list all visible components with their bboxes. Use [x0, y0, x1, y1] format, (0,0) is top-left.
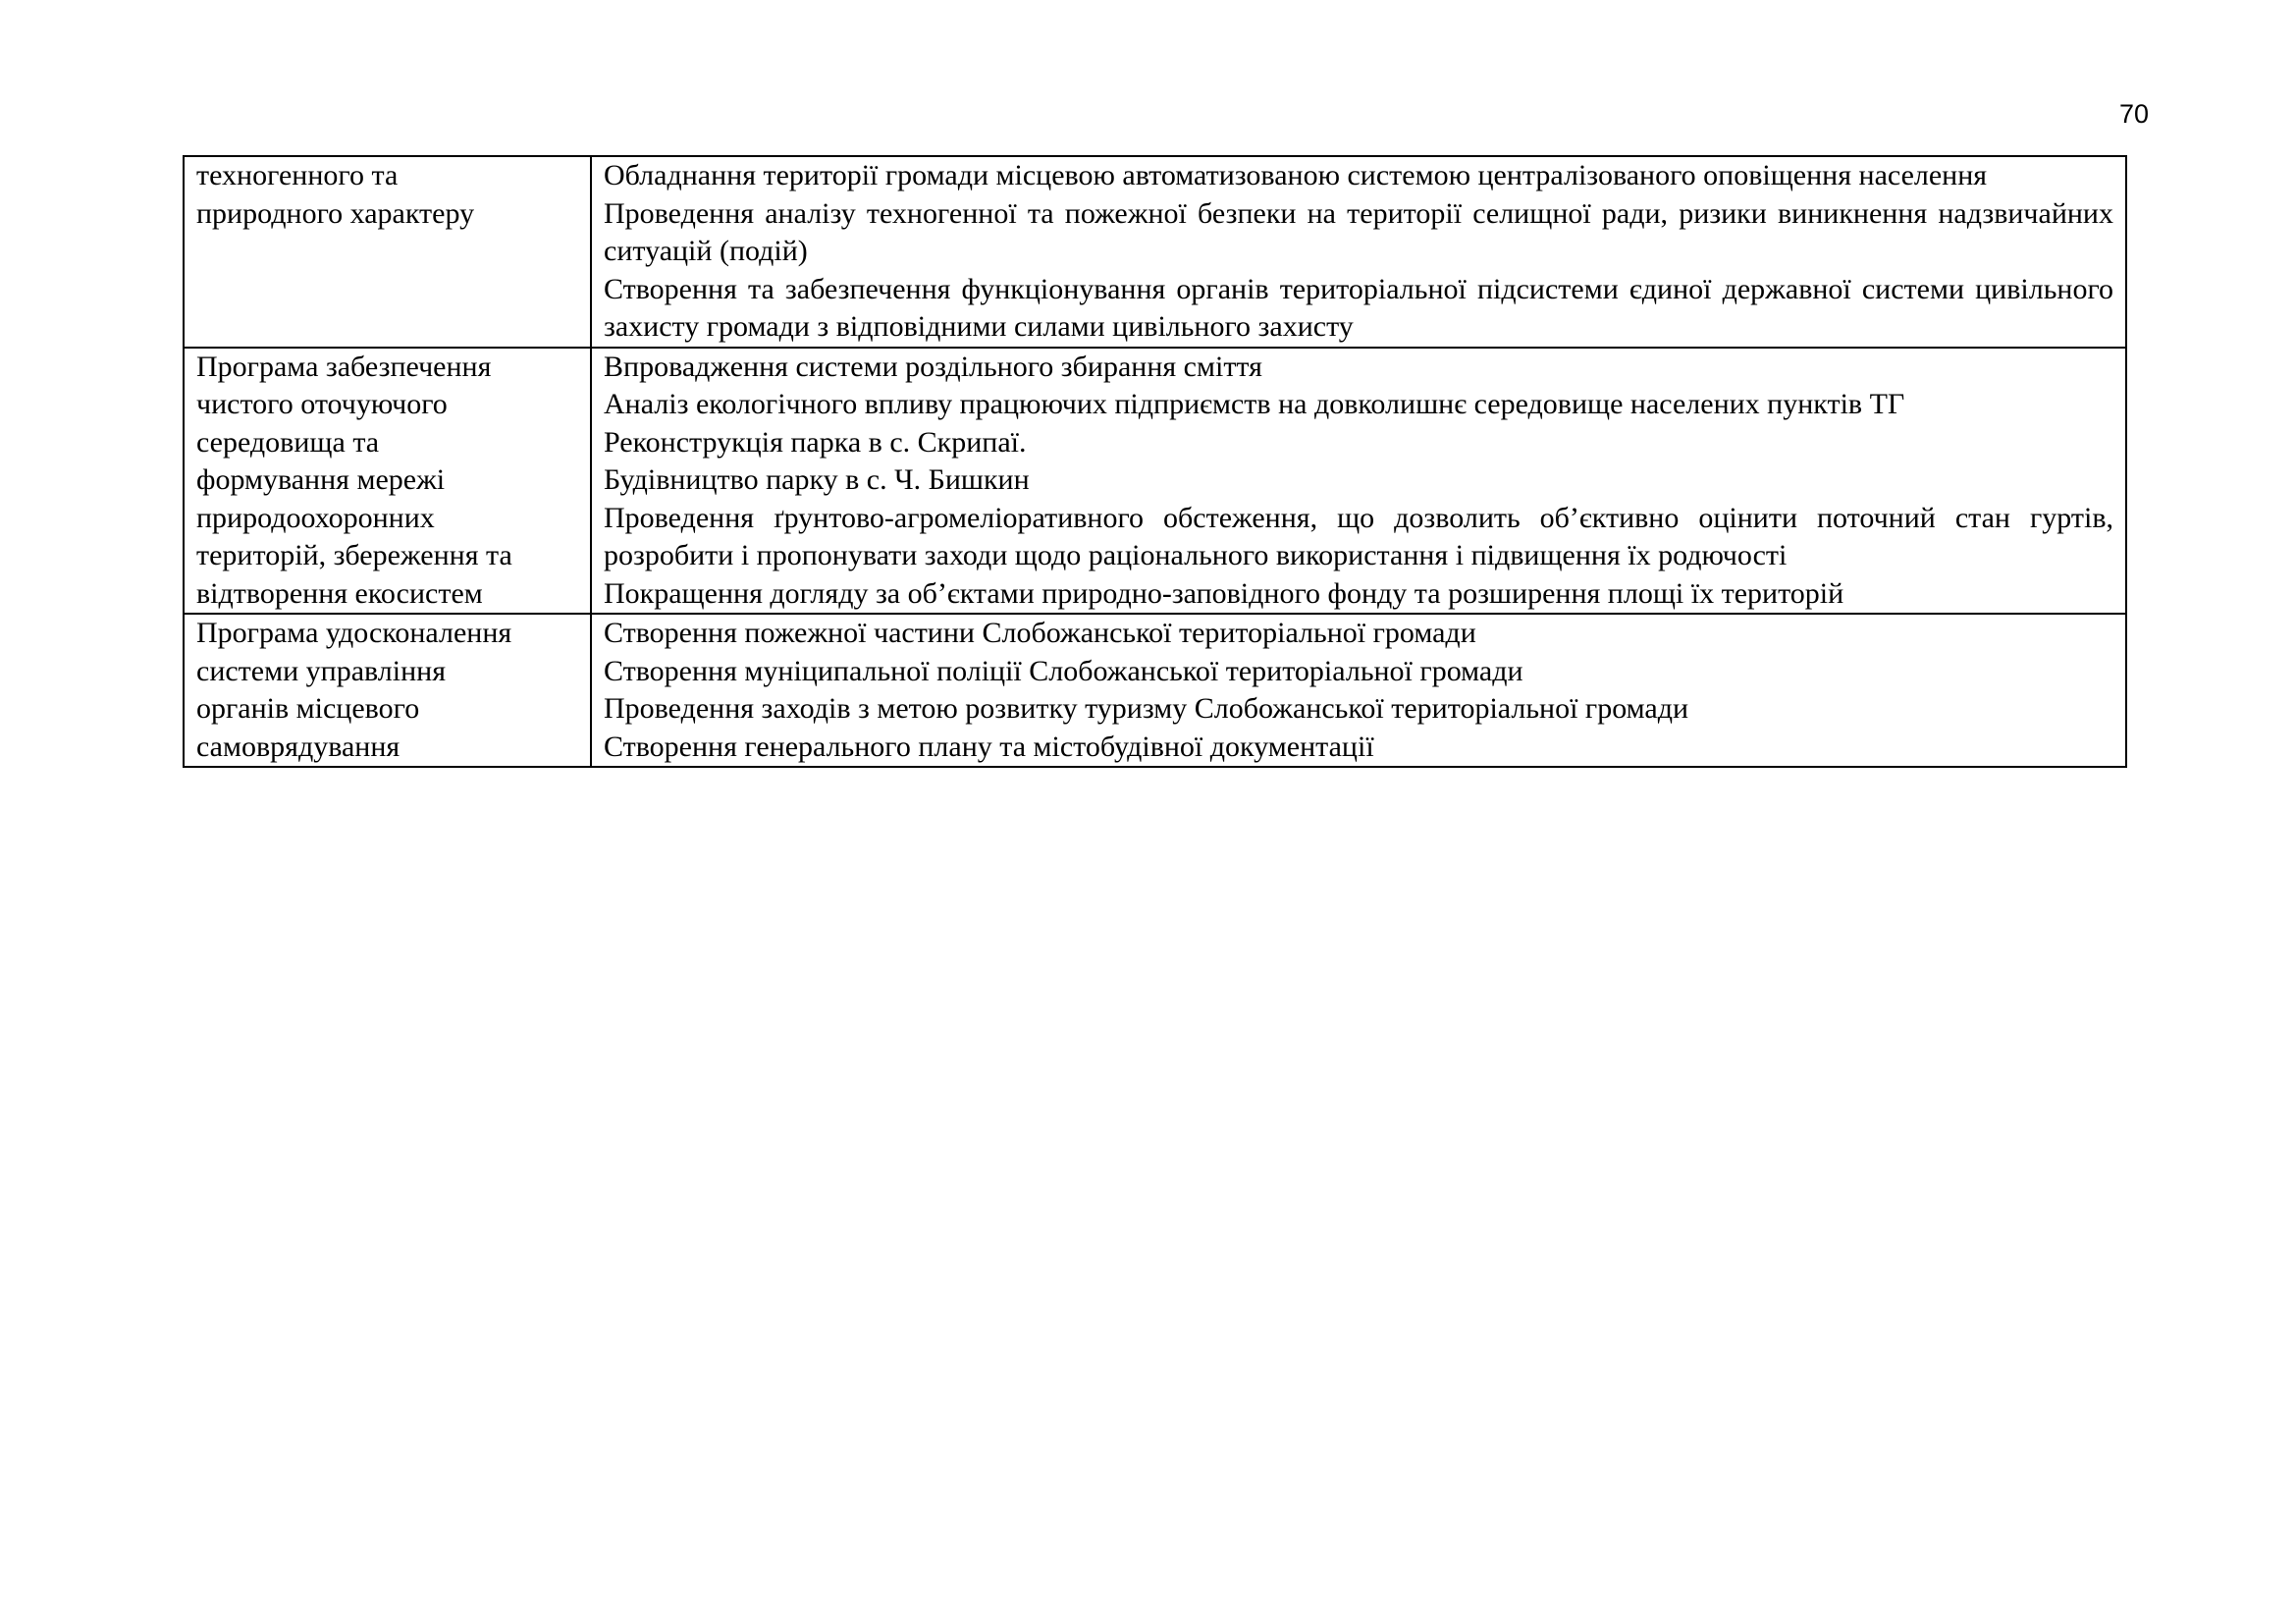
measure-item: Проведення аналізу техногенної та пожежної безпеки на території селищної ради, ризики виникнення надзвичайних ситуацій (подій): [604, 196, 2113, 267]
program-line: самоврядування: [196, 730, 400, 763]
program-line: формування мережі: [196, 463, 446, 496]
table-row: [184, 614, 2126, 767]
measure-item: Покращення догляду за об’єктами природно-заповідного фонду та розширення площі їх територій: [604, 576, 1844, 610]
program-cell: [184, 348, 591, 615]
program-line: органів місцевого: [196, 692, 420, 725]
program-line: Програма забезпечення: [196, 350, 492, 383]
measure-item: Аналіз екологічного впливу працюючих підприємств на довколишнє середовище населених пунктів ТГ: [604, 388, 1905, 420]
program-line: територій, збереження та: [196, 539, 512, 571]
measure-item: Створення пожежної частини Слобожанської територіальної громади: [604, 617, 1476, 649]
program-line: середовища та: [196, 425, 380, 459]
program-line: системи управління: [196, 654, 447, 687]
measure-item: Обладнання території громади місцевою автоматизованою системою централізованого оповіщення населення: [604, 159, 1988, 191]
measure-item: Впровадження системи роздільного збирання сміття: [604, 350, 1262, 383]
program-line: Програма удосконалення: [196, 617, 512, 649]
program-line: техногенного та: [196, 159, 399, 191]
measures-cell: [591, 348, 2126, 615]
measure-item: Створення муніципальної поліції Слобожанської територіальної громади: [604, 654, 1523, 687]
measure-item: Створення генерального плану та містобудівної документації: [604, 730, 1374, 763]
programs-table: [183, 155, 2127, 768]
program-line: природного характеру: [196, 196, 475, 230]
measure-item: Проведення заходів з метою розвитку туризму Слобожанської територіальної громади: [604, 692, 1689, 725]
measures-cell: [591, 614, 2126, 767]
table-row: [184, 348, 2126, 615]
measure-item: Створення та забезпечення функціонування органів територіальної підсистеми єдиної державної системи цивільного захисту громади з відповідними силами цивільного захисту: [604, 272, 2113, 343]
program-cell: [184, 156, 591, 348]
program-line: чистого оточуючого: [196, 388, 448, 420]
measure-item: Будівництво парку в с. Ч. Бишкин: [604, 463, 1030, 496]
program-line: природоохоронних: [196, 501, 435, 534]
program-line: відтворення екосистем: [196, 576, 483, 610]
measure-item: Реконструкція парка в с. Скрипаї.: [604, 425, 1027, 459]
measures-cell: [591, 156, 2126, 348]
page-number: 70: [2118, 99, 2149, 129]
measure-item: Проведення ґрунтово-агромеліоративного обстеження, що дозволить об’єктивно оцінити поточний стан гуртів, розробити і пропонувати заходи щодо раціонального використання і підвищення їх родючості: [604, 501, 2113, 571]
program-cell: [184, 614, 591, 767]
table-row: [184, 156, 2126, 348]
